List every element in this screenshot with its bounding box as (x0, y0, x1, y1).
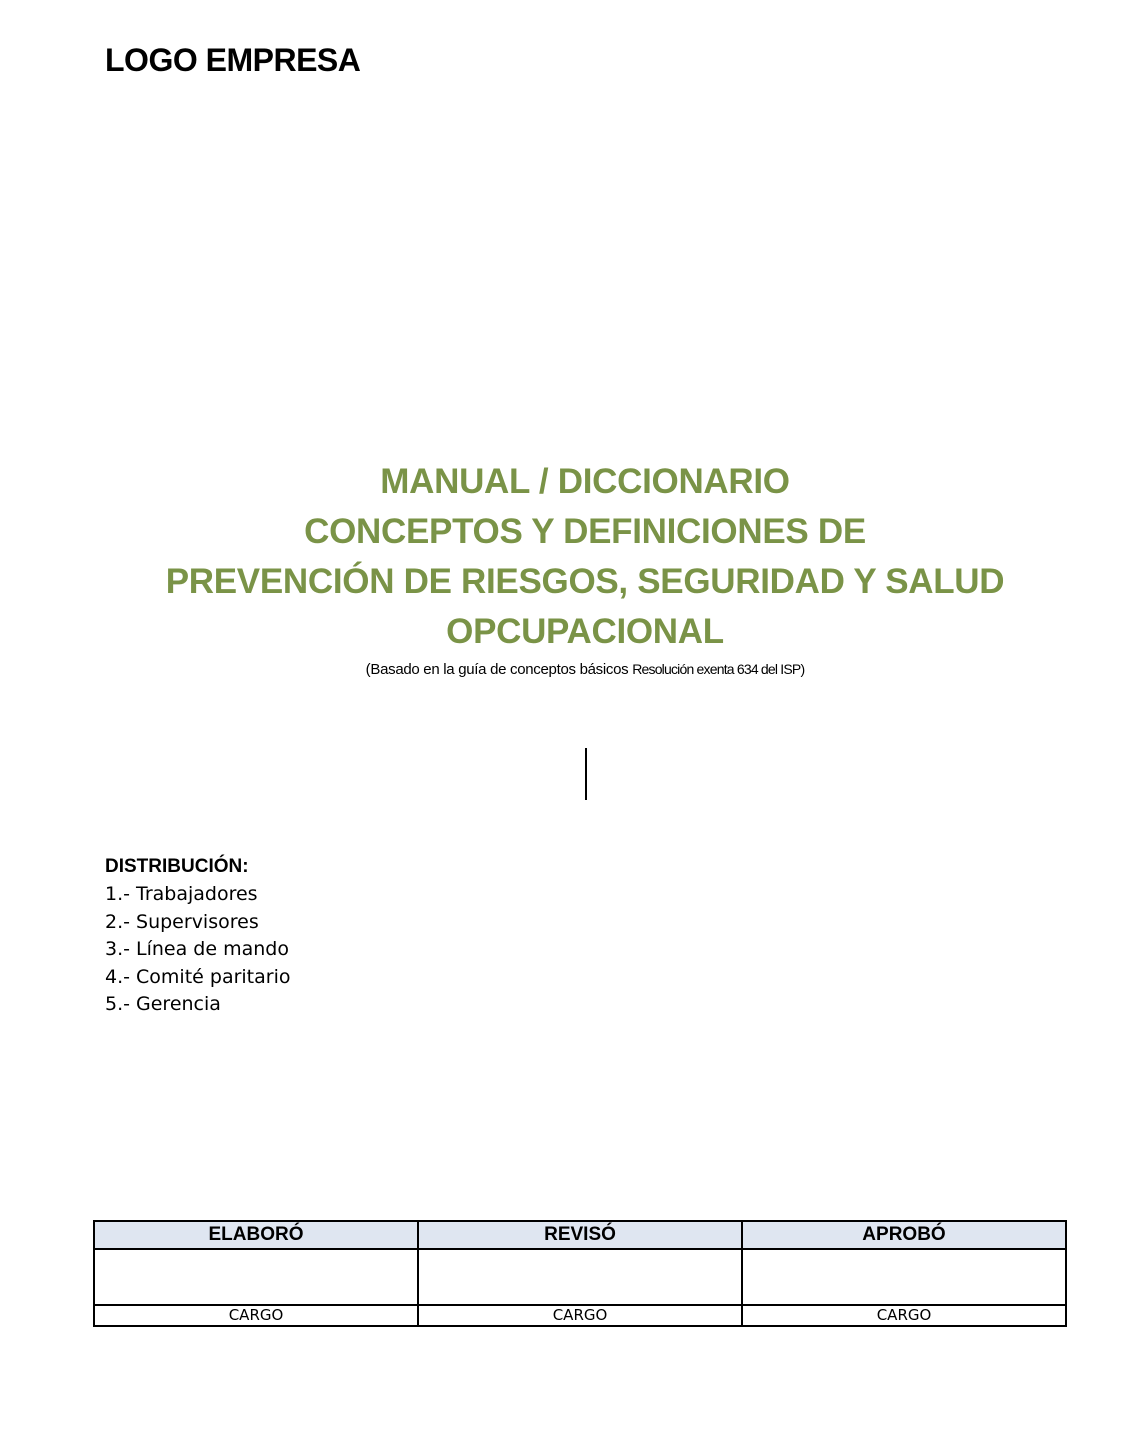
header-reviso: REVISÓ (418, 1221, 742, 1249)
text-cursor (585, 748, 587, 800)
cargo-cell-reviso: CARGO (418, 1305, 742, 1326)
distribution-list (105, 881, 290, 1019)
document-title-block (0, 457, 1138, 682)
distribution-item: 5.- Gerencia (105, 993, 221, 1015)
title-line-4: OPCUPACIONAL (446, 612, 724, 651)
signature-cell-elaboro[interactable] (94, 1249, 418, 1305)
header-aprobo: APROBÓ (742, 1221, 1066, 1249)
cargo-row (94, 1305, 1066, 1326)
header-elaboro: ELABORÓ (94, 1221, 418, 1249)
distribution-title: DISTRIBUCIÓN: (105, 856, 249, 877)
distribution-section (105, 853, 290, 1019)
subtitle-reference: Resolución exenta 634 del ISP) (632, 661, 805, 677)
cargo-cell-elaboro: CARGO (94, 1305, 418, 1326)
distribution-item: 4.- Comité paritario (105, 965, 291, 988)
document-subtitle (0, 657, 1138, 682)
approval-header-row (94, 1221, 1066, 1249)
signature-cell-reviso[interactable] (418, 1249, 742, 1305)
title-line-2: CONCEPTOS Y DEFINICIONES DE (304, 512, 866, 551)
distribution-item: 2.- Supervisores (105, 910, 259, 933)
title-line-1: MANUAL / DICCIONARIO (380, 462, 790, 501)
cargo-cell-aprobo: CARGO (742, 1305, 1066, 1326)
title-line-3: PREVENCIÓN DE RIESGOS, SEGURIDAD Y SALUD (165, 562, 1005, 601)
distribution-item: 3.- Línea de mando (105, 938, 289, 960)
company-logo-placeholder: LOGO EMPRESA (105, 42, 361, 78)
signature-cell-aprobo[interactable] (742, 1249, 1066, 1305)
signature-row (94, 1249, 1066, 1305)
subtitle-main: (Basado en la guía de conceptos básicos (365, 661, 633, 678)
distribution-item: 1.- Trabajadores (105, 883, 258, 905)
approval-table (93, 1220, 1067, 1327)
